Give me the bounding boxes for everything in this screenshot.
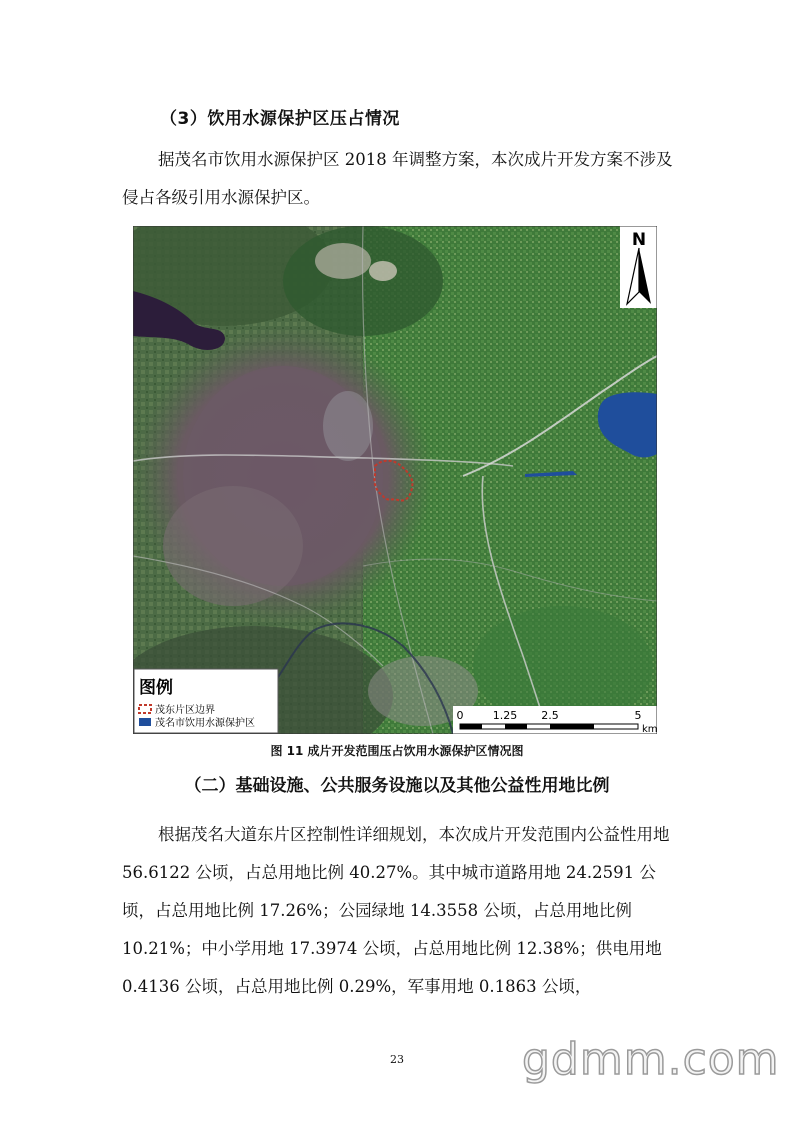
- map-legend: [134, 669, 278, 733]
- scale-tick-1: 1.25: [492, 709, 518, 722]
- figure-caption: 图 11 成片开发范围压占饮用水源保护区情况图: [270, 744, 524, 758]
- paragraph-public-land: 根据茂名大道东片区控制性详细规划，本次成片开发范围内公益性用地 56.6122 公顷，占总用地比例 40.27%。其中城市道路用地 24.2591 公顷，占总用地比例 17.26%；公园绿地 14.3558 公顷，占总用地比例 10.21%；中小学用地 17.3974 公顷，占总用地比例 12.38%；供电用地 0.4136 公顷，占总用地比例 0.29%，军事用地 0.1863 公顷，: [122, 825, 670, 996]
- legend-swatch-water: [139, 718, 151, 726]
- map-canvas: [133, 226, 657, 734]
- satellite-map-figure: [133, 226, 657, 734]
- north-label: N: [631, 230, 647, 250]
- scale-tick-2: 2.5: [541, 709, 559, 722]
- section-heading-public-land: （二）基础设施、公共服务设施以及其他公益性用地比例: [184, 776, 610, 796]
- section-heading-water-protection: （3）饮用水源保护区压占情况: [160, 109, 400, 129]
- legend-label-boundary: 茂东片区边界: [155, 705, 215, 716]
- scale-tick-3: 5: [634, 709, 642, 722]
- north-arrow-icon: [620, 226, 657, 308]
- legend-title: 图例: [139, 678, 173, 698]
- page-number: 23: [390, 1053, 404, 1066]
- paragraph-water-protection: 据茂名市饮用水源保护区 2018 年调整方案，本次成片开发方案不涉及侵占各级引用水源保护区。: [122, 150, 673, 207]
- watermark-logo: gdmm.com: [522, 1034, 780, 1085]
- scale-unit: km: [642, 724, 657, 734]
- scale-tick-0: 0: [456, 709, 464, 722]
- legend-label-water: 茂名市饮用水源保护区: [155, 718, 255, 729]
- scale-bar: [453, 706, 657, 734]
